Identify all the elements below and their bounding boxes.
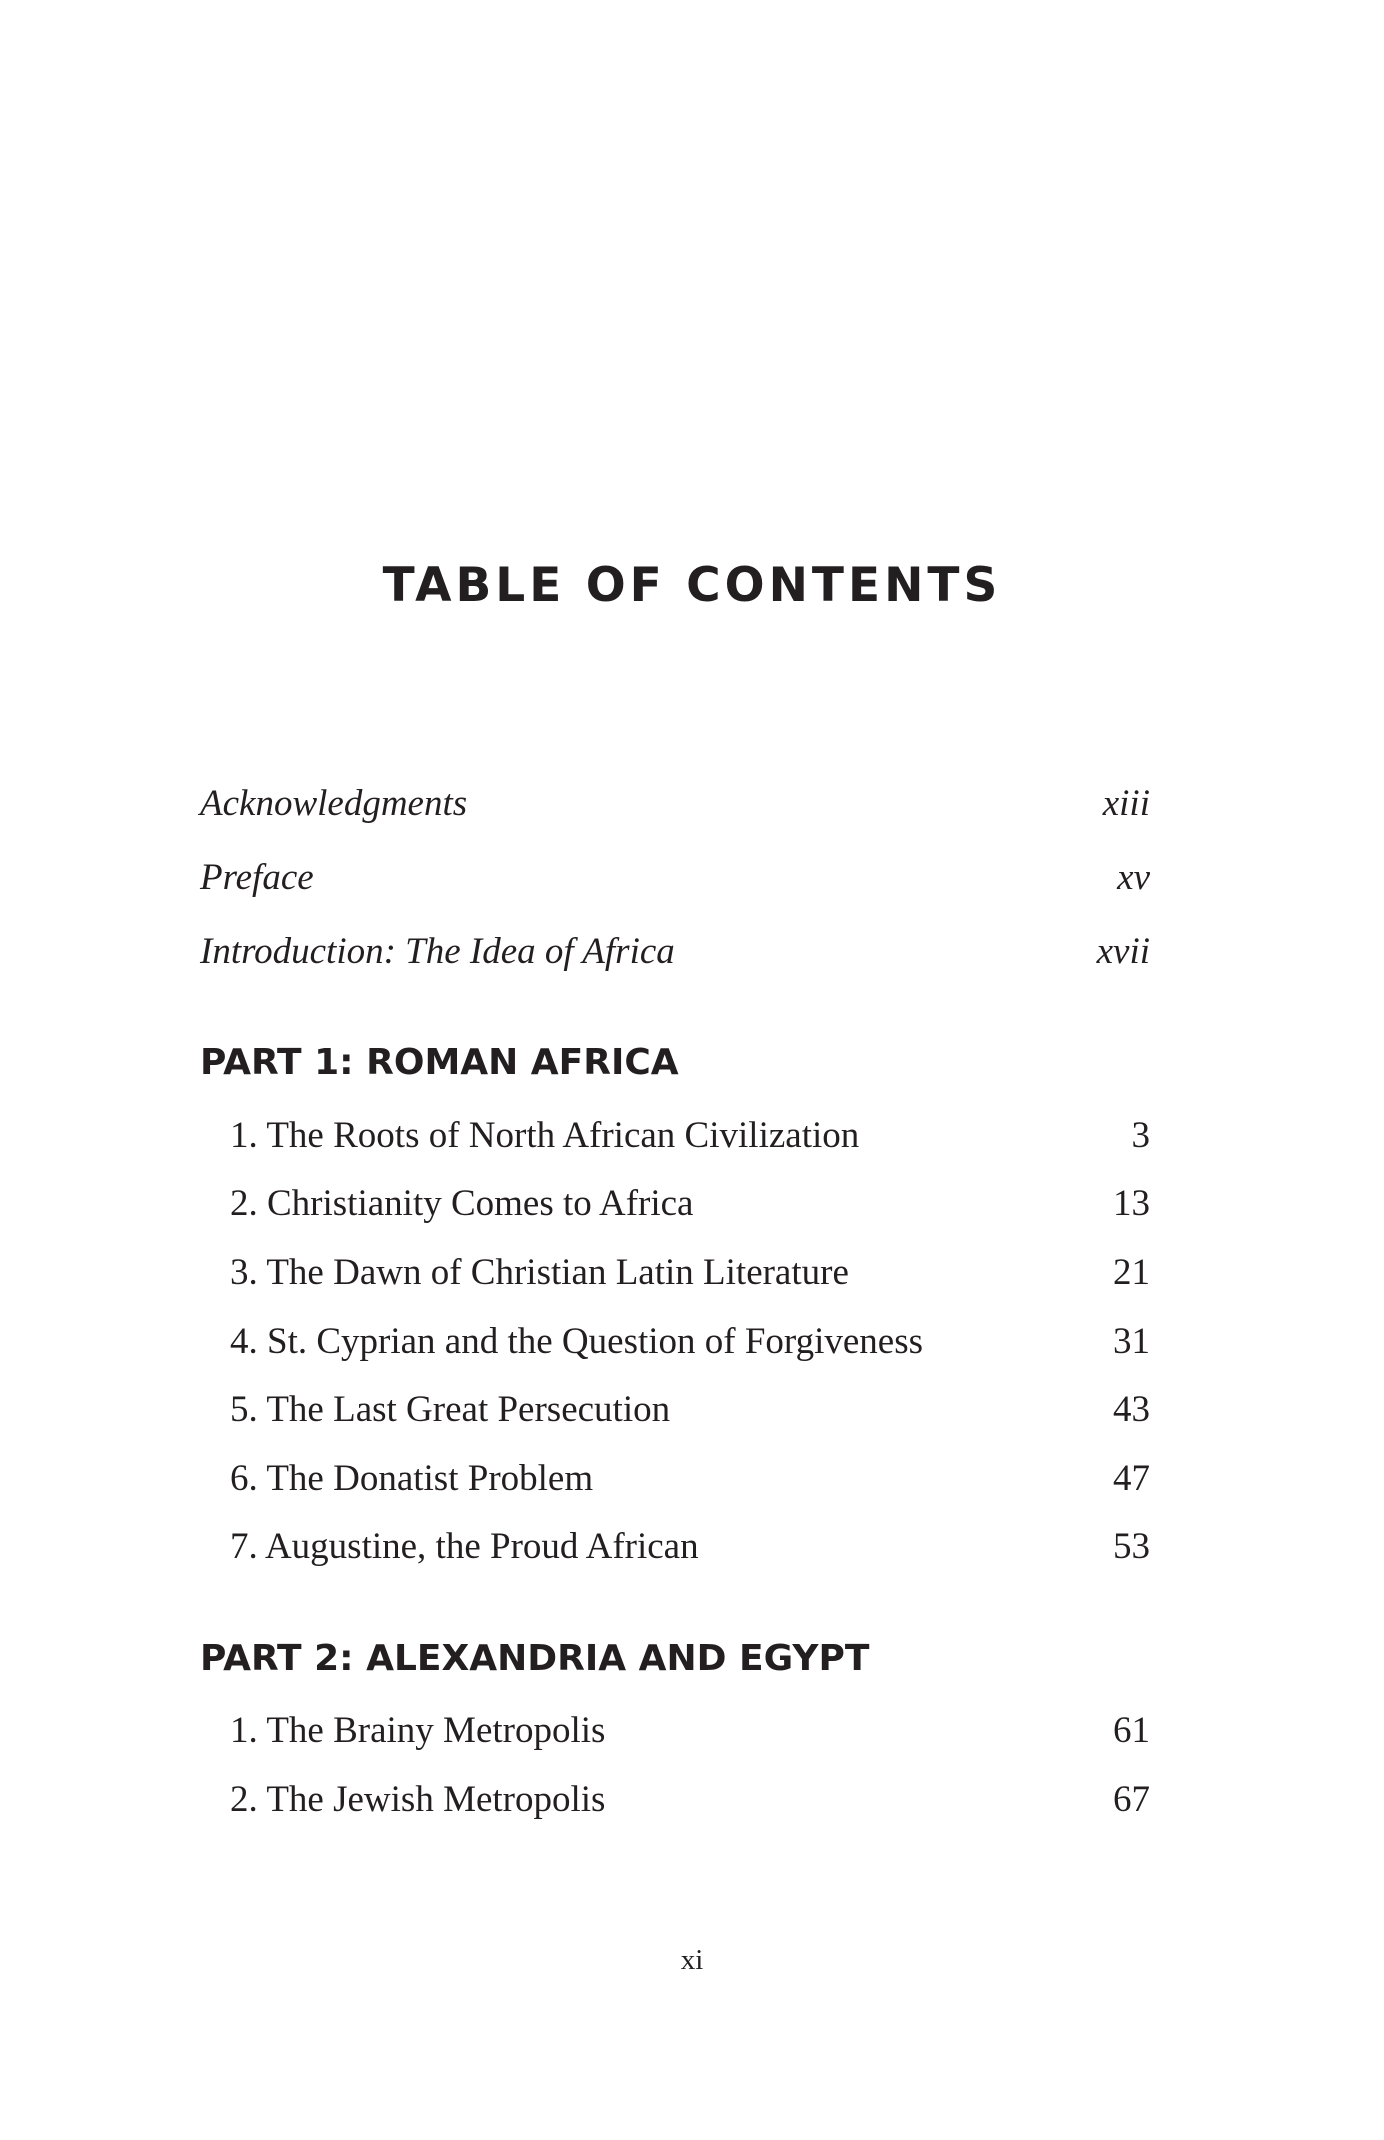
toc-chapter-row: [230, 1114, 1150, 1157]
toc-entry-page: xiii: [1102, 783, 1150, 824]
toc-chapter-row: [230, 1778, 1150, 1821]
part-heading: PART 2: ALEXANDRIA AND EGYPT: [200, 1638, 870, 1679]
toc-chapter-row: [230, 1320, 1150, 1363]
toc-chapter-label: 2. Christianity Comes to Africa: [230, 1183, 694, 1224]
toc-entry-label: Introduction: The Idea of Africa: [200, 931, 675, 972]
toc-chapter-label: 5. The Last Great Persecution: [230, 1389, 671, 1430]
toc-chapter-page: 3: [1131, 1115, 1150, 1156]
toc-chapter-row: [230, 1709, 1150, 1752]
toc-chapter-row: [230, 1182, 1150, 1225]
toc-entry-page: xv: [1117, 857, 1150, 898]
toc-chapter-label: 3. The Dawn of Christian Latin Literature: [230, 1252, 849, 1293]
toc-chapter-page: 61: [1113, 1710, 1150, 1751]
toc-entry-label: Acknowledgments: [200, 783, 468, 824]
toc-chapter-label: 2. The Jewish Metropolis: [230, 1779, 606, 1820]
toc-entry-label: Preface: [200, 857, 314, 898]
toc-chapter-label: 1. The Brainy Metropolis: [230, 1710, 606, 1751]
toc-chapter-page: 13: [1113, 1183, 1150, 1224]
toc-chapter-row: [230, 1388, 1150, 1431]
toc-chapter-page: 43: [1113, 1389, 1150, 1430]
toc-entry-introduction: [200, 930, 1150, 973]
toc-chapter-page: 53: [1113, 1526, 1150, 1567]
toc-chapter-row: [230, 1457, 1150, 1500]
toc-entry-preface: [200, 856, 1150, 899]
toc-chapter-row: [230, 1525, 1150, 1568]
toc-chapter-page: 47: [1113, 1458, 1150, 1499]
toc-entry-page: xvii: [1096, 931, 1150, 972]
part-heading: PART 1: ROMAN AFRICA: [200, 1042, 679, 1083]
toc-chapter-label: 1. The Roots of North African Civilization: [230, 1115, 860, 1156]
toc-entry-acknowledgments: [200, 782, 1150, 825]
toc-chapter-label: 4. St. Cyprian and the Question of Forgiveness: [230, 1321, 924, 1362]
toc-chapter-page: 67: [1113, 1779, 1150, 1820]
page-number: xi: [680, 1944, 704, 1976]
toc-chapter-row: [230, 1251, 1150, 1294]
toc-chapter-page: 21: [1113, 1252, 1150, 1293]
page-title: TABLE OF CONTENTS: [382, 558, 1002, 613]
toc-chapter-label: 7. Augustine, the Proud African: [230, 1526, 699, 1567]
toc-chapter-page: 31: [1113, 1321, 1150, 1362]
toc-chapter-label: 6. The Donatist Problem: [230, 1458, 594, 1499]
